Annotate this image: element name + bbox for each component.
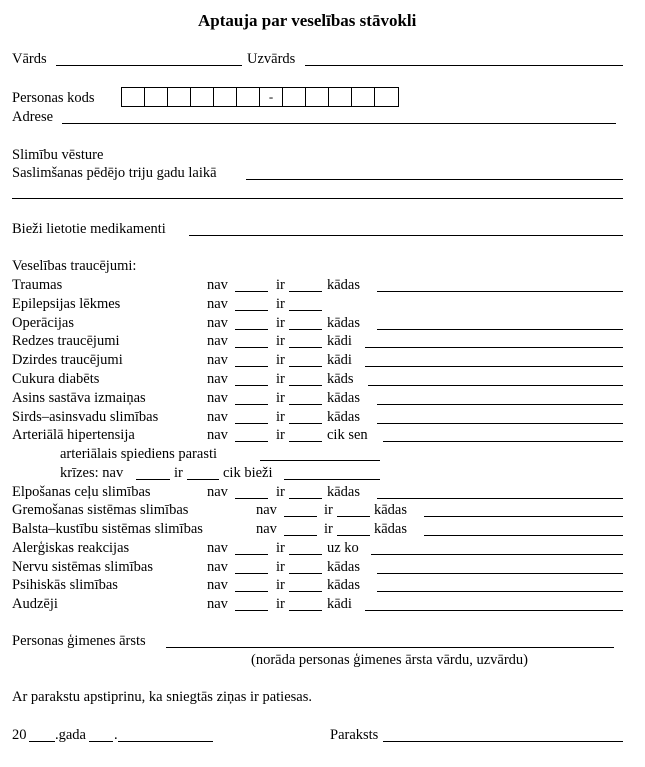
detail-field[interactable] [368,385,623,386]
bp-field[interactable] [260,460,380,461]
id-code-digit[interactable] [214,88,237,106]
nav-field[interactable] [235,441,268,442]
id-code-digit[interactable] [283,88,306,106]
nav-label: nav [207,559,228,575]
detail-field[interactable] [383,441,623,442]
health-issue-label: Operācijas [12,314,74,331]
nav-label: nav [207,540,228,556]
ir-field[interactable] [289,310,322,311]
ir-label: ir [276,352,285,369]
health-issue-label: Balsta–kustību sistēmas slimības [12,521,203,537]
family-doctor-hint: (norāda personas ģimenes ārsta vārdu, uzvārdu) [251,652,529,668]
history-section-label: Slimību vēsture [12,147,104,163]
ir-label: ir [324,502,333,518]
nav-label: nav [207,371,228,387]
detail-field[interactable] [365,610,623,611]
nav-label: nav [256,521,277,537]
nav-field[interactable] [235,347,268,348]
first-name-label: Vārds [12,51,47,67]
ir-label: ir [276,484,285,500]
crisis-freq-field[interactable] [284,479,380,480]
nav-label: nav [207,484,228,500]
page-title: Aptauja par veselības stāvokli [198,11,417,30]
health-issue-label: Nervu sistēmas slimības [12,559,153,575]
ir-field[interactable] [289,329,322,330]
date-year-prefix: 20 [12,727,27,743]
ir-field[interactable] [289,347,322,348]
detail-label: kādas [374,521,408,537]
detail-field[interactable] [424,535,623,536]
date-day-field[interactable] [118,741,213,742]
last-name-field[interactable] [305,65,623,66]
detail-label: kādi [327,352,352,369]
medications-field[interactable] [189,235,623,236]
detail-label: kādas [327,577,361,593]
health-issue-label: Audzēji [12,596,58,612]
id-code-digit[interactable] [329,88,352,106]
id-code-boxes [121,87,399,107]
crisis-ir-label: ir [174,465,183,481]
health-issue-label: Sirds–asinsvadu slimības [12,408,159,425]
id-code-label: Personas kods [12,90,95,106]
detail-label: cik sen [327,427,368,444]
ir-label: ir [276,295,285,312]
health-issue-label: Elpošanas ceļu slimības [12,484,151,500]
signature-label: Paraksts [330,727,379,743]
ir-field[interactable] [289,498,322,499]
health-issue-label: Gremošanas sistēmas slimības [12,502,189,518]
id-code-digit[interactable] [306,88,329,106]
date-year-field[interactable] [29,741,55,742]
ir-label: ir [276,408,285,425]
id-code-digit[interactable] [145,88,168,106]
detail-label: kādi [327,596,352,612]
ir-field[interactable] [289,366,322,367]
crisis-label: krīzes: nav [60,465,124,481]
health-issue-label: Alerģiskas reakcijas [12,540,130,556]
detail-label: kādas [327,559,361,575]
detail-label: kādas [327,314,361,331]
health-issue-label: Psihiskās slimības [12,577,118,593]
id-code-digit[interactable] [191,88,214,106]
ir-field[interactable] [289,573,322,574]
detail-field[interactable] [371,554,623,555]
detail-field[interactable] [365,366,623,367]
nav-field[interactable] [235,385,268,386]
detail-label: kādas [327,389,361,406]
id-code-digit[interactable] [237,88,260,106]
ir-label: ir [276,333,285,350]
detail-field[interactable] [377,404,623,405]
signature-field[interactable] [383,741,623,742]
nav-field[interactable] [235,591,268,592]
health-issue-label: Dzirdes traucējumi [12,352,123,369]
crisis-nav-field[interactable] [136,479,170,480]
id-code-digit[interactable] [375,88,398,106]
detail-label: kādas [374,502,408,518]
detail-label: uz ko [327,540,359,556]
ir-field[interactable] [289,554,322,555]
family-doctor-label: Personas ģimenes ārsts [12,633,146,649]
detail-field[interactable] [377,291,623,292]
ir-label: ir [276,389,285,406]
health-issue-label: Redzes traucējumi [12,333,120,350]
ir-field[interactable] [289,291,322,292]
nav-label: nav [207,408,228,425]
ir-label: ir [276,277,285,293]
nav-label: nav [207,427,228,444]
health-issue-label: Traumas [12,277,63,293]
detail-label: kādi [327,333,352,350]
nav-field[interactable] [284,535,317,536]
nav-field[interactable] [235,366,268,367]
ir-field[interactable] [337,516,370,517]
last-three-years-label: Saslimšanas pēdējo triju gadu laikā [12,165,217,181]
nav-label: nav [256,502,277,518]
nav-label: nav [207,277,228,293]
confirmation-text: Ar parakstu apstiprinu, ka sniegtās ziņas ir patiesas. [12,689,312,705]
nav-field[interactable] [235,423,268,424]
ir-field[interactable] [289,441,322,442]
detail-field[interactable] [377,498,623,499]
nav-field[interactable] [235,610,268,611]
history-field-continued[interactable] [12,198,623,199]
ir-field[interactable] [289,404,322,405]
history-field[interactable] [246,179,623,180]
detail-field[interactable] [377,573,623,574]
nav-field[interactable] [284,516,317,517]
family-doctor-field[interactable] [166,647,614,648]
crisis-ir-field[interactable] [187,479,219,480]
nav-field[interactable] [235,573,268,574]
detail-field[interactable] [424,516,623,517]
detail-label: kādas [327,484,361,500]
health-issue-label: Cukura diabēts [12,371,100,387]
crisis-freq-label: cik bieži [223,465,273,481]
detail-label: kāds [327,371,354,387]
medications-label: Bieži lietotie medikamenti [12,221,166,237]
id-code-separator: - [260,88,283,106]
health-issue-label: Arteriālā hipertensija [12,427,135,444]
detail-field[interactable] [365,347,623,348]
ir-field[interactable] [289,610,322,611]
detail-field[interactable] [377,591,623,592]
ir-label: ir [276,314,285,331]
nav-label: nav [207,314,228,331]
ir-label: ir [276,596,285,612]
address-label: Adrese [12,109,54,125]
nav-label: nav [207,352,228,369]
health-issue-label: Epilepsijas lēkmes [12,295,121,312]
nav-field[interactable] [235,498,268,499]
last-name-label: Uzvārds [247,51,296,67]
ir-label: ir [324,521,333,537]
nav-field[interactable] [235,291,268,292]
detail-field[interactable] [377,423,623,424]
ir-label: ir [276,371,285,387]
nav-label: nav [207,295,228,312]
nav-label: nav [207,333,228,350]
nav-label: nav [207,596,228,612]
id-code-digit[interactable] [168,88,191,106]
date-dot: . [114,727,118,743]
detail-label: kādas [327,408,361,425]
ir-field[interactable] [289,591,322,592]
nav-label: nav [207,389,228,406]
nav-field[interactable] [235,404,268,405]
ir-label: ir [276,427,285,444]
nav-label: nav [207,577,228,593]
nav-field[interactable] [235,329,268,330]
health-issue-label: Asins sastāva izmaiņas [12,389,146,406]
ir-label: ir [276,577,285,593]
address-field[interactable] [62,123,616,124]
id-code-digit[interactable] [352,88,375,106]
ir-field[interactable] [289,423,322,424]
nav-field[interactable] [235,554,268,555]
bp-label: arteriālais spiediens parasti [60,446,218,462]
ir-label: ir [276,559,285,575]
health-section-label: Veselības traucējumi: [12,258,137,274]
detail-field[interactable] [377,329,623,330]
first-name-field[interactable] [56,65,242,66]
ir-field[interactable] [289,385,322,386]
ir-field[interactable] [337,535,370,536]
ir-label: ir [276,540,285,556]
detail-label: kādas [327,277,361,293]
date-month-field[interactable] [89,741,113,742]
nav-field[interactable] [235,310,268,311]
date-gada-label: .gada [55,727,86,743]
id-code-digit[interactable] [122,88,145,106]
